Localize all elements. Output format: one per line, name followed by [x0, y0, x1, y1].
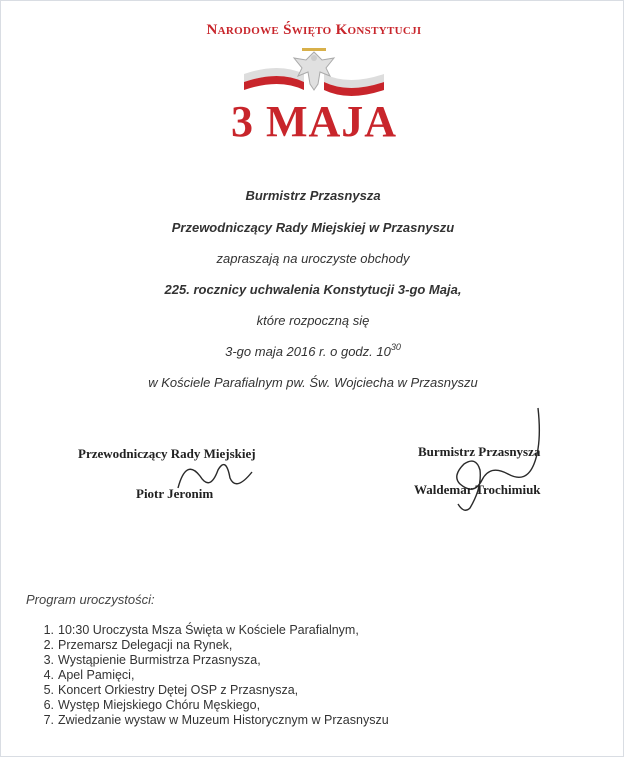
date-text	[0, 342, 626, 359]
start-text: które rozpoczną się	[256, 313, 370, 328]
occasion-text: 225. rocznicy uchwalenia Konstytucji 3-go Maja,	[164, 282, 462, 297]
invite-text: zapraszają na uroczyste obchody	[216, 251, 410, 266]
program-item: 5. Koncert Orkiestry Dętej OSP z Przasnysza,	[43, 683, 299, 697]
program-item: 2. Przemarsz Delegacji na Rynek,	[43, 638, 233, 652]
right-signature-name: Waldemar Trochimiuk	[414, 482, 541, 497]
host-2: Przewodniczący Rady Miejskiej w Przasnyszu	[171, 220, 455, 235]
program-item: 1. 10:30 Uroczysta Msza Święta w Kościele Parafialnym,	[43, 623, 359, 637]
program-item: 6. Występ Miejskiego Chóru Męskiego,	[43, 698, 261, 712]
host-1: Burmistrz Przasnysza	[245, 188, 381, 203]
left-signature-title: Przewodniczący Rady Miejskiej	[78, 446, 256, 461]
program-heading: Program uroczystości:	[26, 592, 155, 607]
left-signature-name: Piotr Jeronim	[136, 486, 214, 501]
program-item: 7. Zwiedzanie wystaw w Muzeum Historycznym w Przasnyszu	[43, 713, 389, 727]
program-list	[32, 623, 389, 728]
program-item: 3. Wystąpienie Burmistrza Przasnysza,	[43, 653, 261, 667]
right-signature-scribble	[430, 404, 550, 516]
right-signature-title: Burmistrz Przasnysza	[418, 444, 541, 459]
location-text: w Kościele Parafialnym pw. Św. Wojciecha w Przasnyszu	[148, 375, 478, 390]
header-title: Narodowe Święto Konstytucji	[206, 22, 422, 38]
header-banner	[244, 46, 384, 96]
program-item: 4. Apel Pamięci,	[43, 668, 135, 682]
time-minutes: 30	[390, 342, 401, 352]
header-date: 3 MAJA	[230, 97, 398, 146]
header-graphic	[178, 8, 450, 168]
date-main: 3-go maja 2016 r. o godz. 10	[225, 344, 391, 359]
